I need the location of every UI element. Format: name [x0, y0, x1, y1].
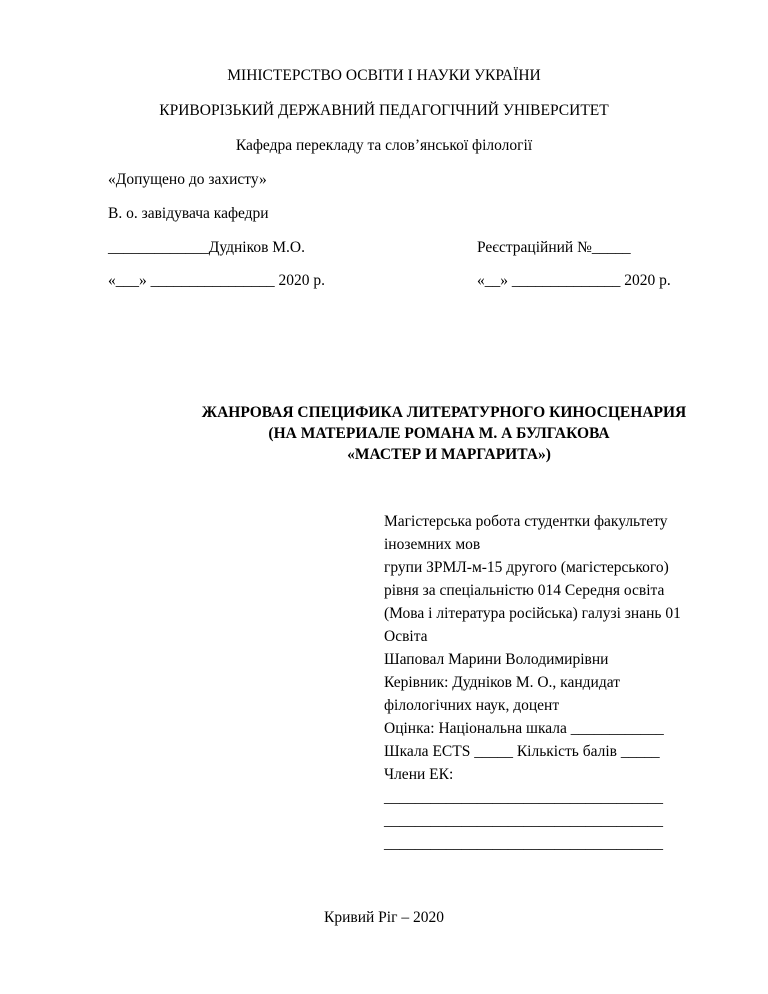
- info-line: Магістерська робота студентки факультету: [384, 513, 668, 530]
- approval-date-right: «__» ______________ 2020 р.: [477, 272, 671, 289]
- thesis-title: [0, 402, 768, 465]
- city-year-footer: Кривий Ріг – 2020: [324, 909, 444, 926]
- committee-signature-line: ____________________________________: [384, 789, 663, 806]
- info-line: рівня за спеціальністю 014 Середня освіта: [384, 582, 665, 599]
- head-signature-line: _____________Дудніков М.О.: [108, 239, 305, 256]
- thesis-title-line-2: (НА МАТЕРИАЛЕ РОМАНА М. А БУЛГАКОВА: [268, 425, 610, 442]
- student-name: Шаповал Марини Володимирівни: [384, 651, 609, 668]
- national-grade-line: Оцінка: Національна шкала ____________: [384, 720, 664, 737]
- info-line: Освіта: [384, 628, 428, 645]
- acting-head-label: В. о. завідувача кафедри: [108, 205, 269, 222]
- approval-date-left: «___» ________________ 2020 р.: [108, 272, 325, 289]
- info-line: іноземних мов: [384, 536, 481, 553]
- supervisor-line: Керівник: Дудніков М. О., кандидат: [384, 674, 620, 691]
- registration-number: Реєстраційний №_____: [477, 239, 631, 256]
- info-line: (Мова і література російська) галузі знань 01: [384, 605, 681, 622]
- thesis-title-line-3: «МАСТЕР И МАРГАРИТА»): [347, 446, 551, 463]
- university-heading: КРИВОРІЗЬКИЙ ДЕРЖАВНИЙ ПЕДАГОГІЧНИЙ УНІВЕРСИТЕТ: [159, 102, 609, 119]
- info-line: групи ЗРМЛ-м-15 другого (магістерського): [384, 559, 669, 576]
- thesis-title-line-1: ЖАНРОВАЯ СПЕЦИФИКА ЛИТЕРАТУРНОГО КИНОСЦЕНАРИЯ: [201, 404, 687, 421]
- admitted-label: «Допущено до захисту»: [108, 171, 267, 188]
- ects-grade-line: Шкала ECTS _____ Кількість балів _____: [384, 743, 660, 760]
- committee-signature-line: ____________________________________: [384, 812, 663, 829]
- department-heading: Кафедра перекладу та слов’янської філології: [235, 137, 533, 154]
- ministry-heading: МІНІСТЕРСТВО ОСВІТИ І НАУКИ УКРАЇНИ: [227, 67, 541, 84]
- committee-label: Члени ЕК:: [384, 766, 454, 783]
- supervisor-degree: філологічних наук, доцент: [384, 697, 560, 714]
- thesis-info-block: [384, 510, 734, 855]
- committee-signature-line: ____________________________________: [384, 835, 663, 852]
